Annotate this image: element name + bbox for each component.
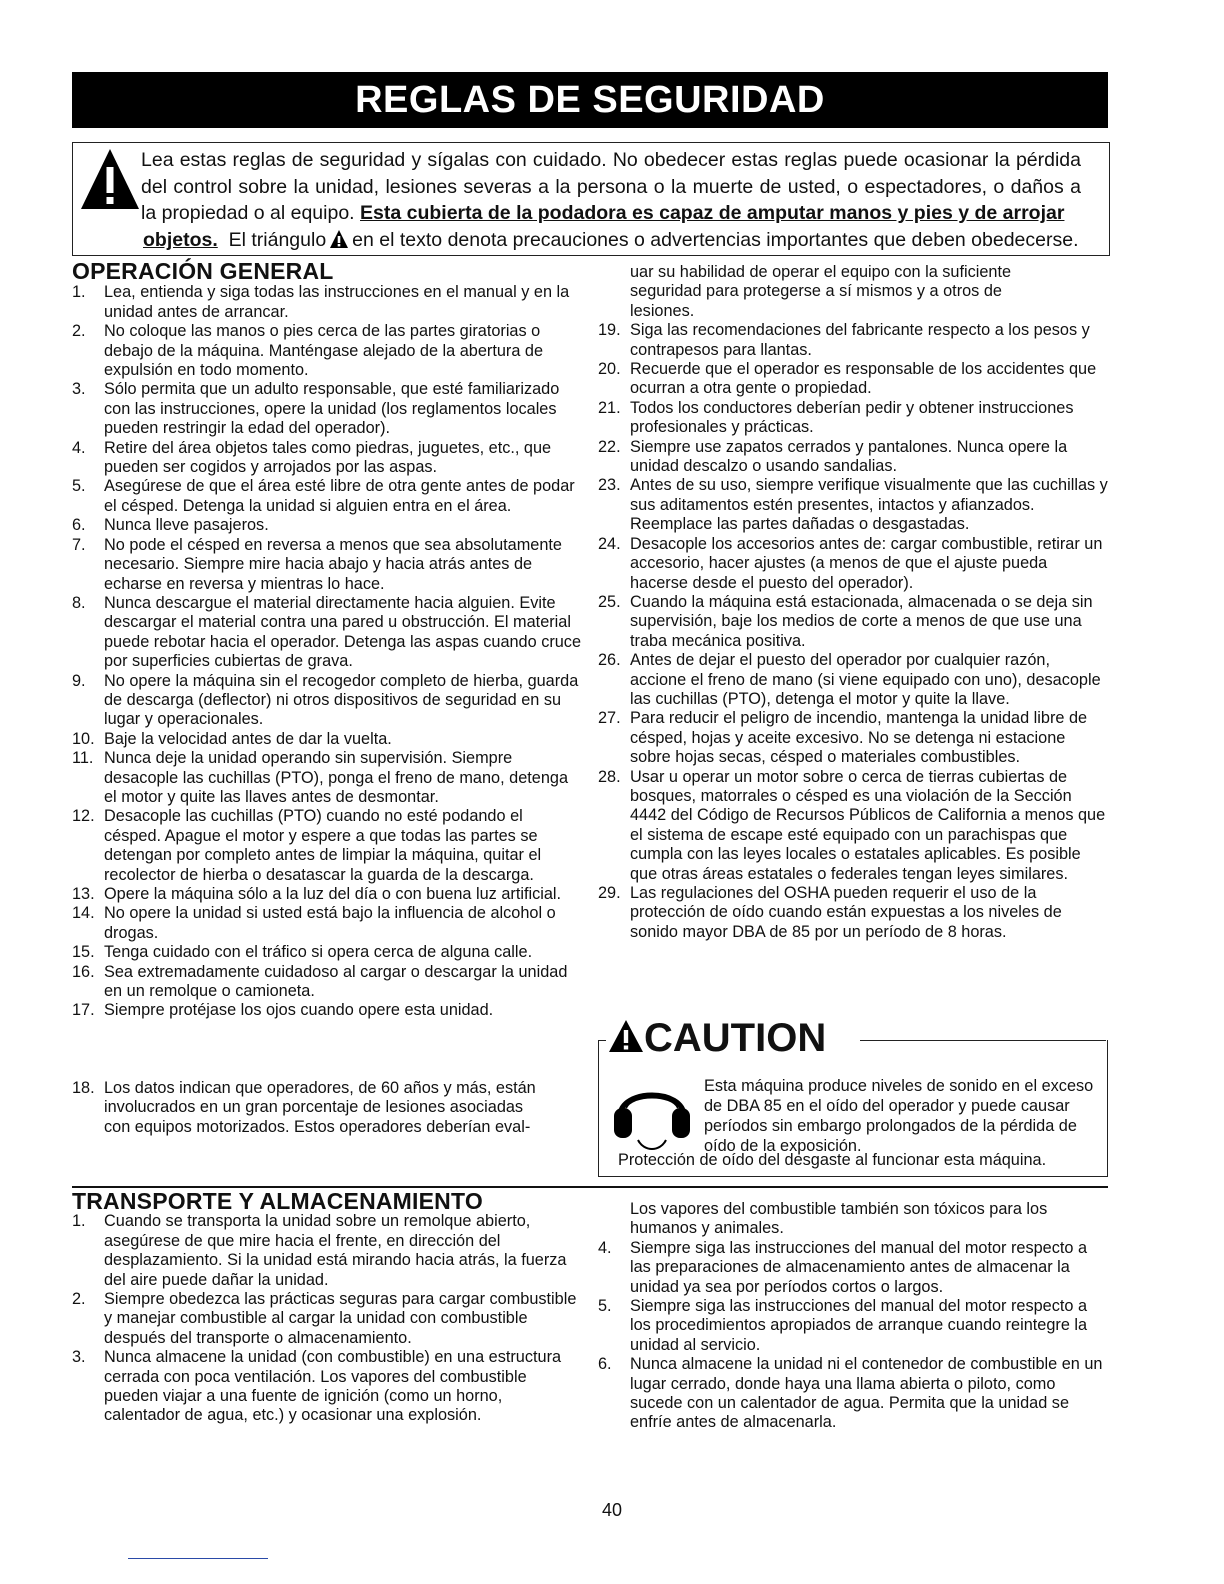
list-item: 8. Nunca descargue el material directamente hacia alguien. Evite descargar el material contra una pared u obstrucción. El material puede rebotar hacia el operador. Detenga las aspas cuando cruce por superficies cubiertas de grava. xyxy=(72,593,582,671)
transport-item-3-continuation: Los vapores del combustible también son tóxicos para los humanos y animales. xyxy=(630,1200,1048,1238)
list-item: 13. Opere la máquina sólo a la luz del día o con buena luz artificial. xyxy=(72,885,562,903)
transport-left-column xyxy=(72,1188,582,1426)
ear-protection-icon xyxy=(610,1078,694,1159)
list-item: 4. Retire del área objetos tales como piedras, juguetes, etc., que pueden ser cogidos y arrojados por las aspas. xyxy=(72,438,552,477)
intro-text xyxy=(141,147,1081,227)
general-list-right xyxy=(598,321,1108,942)
page-title-banner xyxy=(72,72,1108,128)
item-18-part-2: involucrados en un gran porcentaje de lesiones asociadas xyxy=(104,1098,524,1117)
list-item: 12. Desacople las cuchillas (PTO) cuando no esté podando el césped. Apague el motor y espere a que todas las partes se detengan por completo antes de limpiar la máquina, quitar el recolector de hierba o desatascar la guarda de la descarga. xyxy=(72,807,542,884)
page-title: REGLAS DE SEGURIDAD xyxy=(355,79,825,121)
list-item: 17. Siempre protéjase los ojos cuando opere esta unidad. xyxy=(72,1001,494,1020)
list-item: 28. Usar u operar un motor sobre o cerca de tierras cubiertas de bosques, matorrales o césped es una violación de la Sección 4442 del Código de Recursos Públicos de California a menos que el sistema de escape esté equipado con un parachispas que cumpla con las leyes locales o estatales aplicables. Es posible que otras áreas estatales o federales tengan leyes similares. xyxy=(598,767,1106,883)
list-item: 20. Recuerde que el operador es responsable de los accidentes que ocurran a otra gente o propiedad. xyxy=(598,360,1097,398)
caution-frame-top-right xyxy=(860,1040,1106,1041)
transport-right-column xyxy=(598,1200,1108,1433)
list-item: 23. Antes de su uso, siempre verifique visualmente que las cuchillas y sus aditamentos estén presentes, intactos y afianzados. Reemplace las partes dañadas o desgastadas. xyxy=(598,476,1108,534)
list-item: 26. Antes de dejar el puesto del operador por cualquier razón, accione el freno de mano (si viene equipado con uno), desacople las cuchillas (PTO), detenga el motor y quite la llave. xyxy=(598,651,1101,708)
intro-last-line xyxy=(81,227,1079,257)
footer-line xyxy=(128,1558,268,1559)
general-left-column xyxy=(72,258,582,1021)
list-item: 6. Nunca almacene la unidad ni el contenedor de combustible en un lugar cerrado, donde haya una llama abierta o piloto, como sucede con un calentador de agua. Permita que la unidad se enfríe antes de almacenarla. xyxy=(598,1355,1103,1432)
list-item: 2. No coloque las manos o pies cerca de las partes giratorias o debajo de la máquina. Manténgase alejado de la abertura de expulsión en todo momento. xyxy=(72,322,544,380)
general-right-column xyxy=(598,263,1108,942)
item-18-continuation: uar su habilidad de operar el equipo con la suficiente seguridad para protegerse a sí mismos y a otros de lesiones. xyxy=(630,263,1012,320)
list-item: 3. Nunca almacene la unidad (con combustible) en una estructura cerrada con poca ventilación. Los vapores del combustible pueden viajar a una fuente de ignición (como un horno, calentador de agua, etc.) y ocasionar una explosión. xyxy=(72,1348,562,1425)
warning-triangle-icon xyxy=(79,147,141,216)
list-item: 10. Baje la velocidad antes de dar la vuelta. xyxy=(72,729,392,748)
list-item: 22. Siempre use zapatos cerrados y pantalones. Nunca opere la unidad descalzo o usando sandalias. xyxy=(598,437,1068,476)
general-heading: OPERACIÓN GENERAL xyxy=(72,258,334,284)
general-item-18-start xyxy=(72,1079,582,1137)
caution-title: CAUTION xyxy=(608,1014,826,1062)
list-item: 2. Siempre obedezca las prácticas seguras para cargar combustible y manejar combustible al cargar la unidad con combustible después del transporte o almacenamiento. xyxy=(72,1290,577,1347)
item-18-part-3: con equipos motorizados. Estos operadores deberían eval- xyxy=(104,1117,531,1136)
list-item: 27. Para reducir el peligro de incendio, mantenga la unidad libre de césped, hojas y aceite excesivo. No se detenga ni estacione sobre hojas secas, césped o materiales combustibles. xyxy=(598,709,1088,767)
page-number: 40 xyxy=(601,1500,623,1520)
list-item: 4. Siempre siga las instrucciones del manual del motor respecto a las preparaciones de almacenamiento antes de almacenar la unidad ya sea por períodos cortos o largos. xyxy=(598,1238,1088,1296)
list-item: 29. Las regulaciones del OSHA pueden requerir el uso de la protección de oído cuando están expuestas a los niveles de sonido mayor DBA de 85 por un período de 8 horas. xyxy=(598,884,1062,941)
caution-text: Esta máquina produce niveles de sonido en el exceso de DBA 85 en el oído del operador y puede causar períodos sin embargo prolongados de la pérdida de oído de la exposición. xyxy=(704,1077,1094,1155)
list-item: 25. Cuando la máquina está estacionada, almacenada o se deja sin supervisión, baje los medios de corte a menos de que use una traba mecánica positiva. xyxy=(598,592,1093,650)
small-warning-triangle-icon xyxy=(329,229,349,257)
caution-triangle-icon xyxy=(608,1019,644,1053)
intro-text-c: en el texto denota precauciones o advertencias importantes que deben obedecerse. xyxy=(352,229,1079,251)
intro-bold-a: Esta cubierta de la podadora es capaz de amputar manos y pies y de arrojar xyxy=(360,202,1065,224)
list-item: 1. Lea, entienda y siga todas las instrucciones en el manual y en la unidad antes de arrancar. xyxy=(72,283,570,321)
list-item: 3. Sólo permita que un adulto responsable, que esté familiarizado con las instrucciones, opere la unidad (los reglamentos locales pueden restringir la edad del operador). xyxy=(72,380,560,438)
intro-bold-b: objetos. xyxy=(143,229,218,251)
list-item: 19. Siga las recomendaciones del fabricante respecto a los pesos y contrapesos para llantas. xyxy=(598,321,1090,359)
transport-list-left xyxy=(72,1212,582,1425)
list-item: 15. Tenga cuidado con el tráfico si opera cerca de alguna calle. xyxy=(72,943,533,962)
list-item xyxy=(72,1079,582,1137)
list-item: 14. No opere la unidad si usted está bajo la influencia de alcohol o drogas. xyxy=(72,904,556,942)
caution-bottom-text: Protección de oído del desgaste al funcionar esta máquina. xyxy=(618,1151,1047,1169)
list-item: 16. Sea extremadamente cuidadoso al cargar o descargar la unidad en un remolque o camioneta. xyxy=(72,962,568,1001)
general-list-left xyxy=(72,283,582,1020)
transport-heading: TRANSPORTE Y ALMACENAMIENTO xyxy=(72,1188,483,1214)
caution-frame-top-left xyxy=(598,1040,606,1041)
list-item: 21. Todos los conductores deberían pedir y obtener instrucciones profesionales y prácticas. xyxy=(598,398,1074,437)
list-item: 11. Nunca deje la unidad operando sin supervisión. Siempre desacople las cuchillas (PTO), ponga el freno de mano, detenga el motor y quite las llaves antes de desmontar. xyxy=(72,749,568,806)
list-item: 6. Nunca lleve pasajeros. xyxy=(72,516,269,535)
list-item: 7. No pode el césped en reversa a menos que sea absolutamente necesario. Siempre mire hacia abajo y hacia atrás antes de echarse en reversa y mientras lo hace. xyxy=(72,535,562,593)
list-item: 24. Desacople los accesorios antes de: cargar combustible, retirar un accesorio, hacer ajustes (a menos de que el ajuste pueda hacerse desde el puesto del operador). xyxy=(598,534,1103,592)
caution-box xyxy=(598,1018,1108,1178)
transport-list-right xyxy=(598,1239,1108,1433)
list-item: 1. Cuando se transporta la unidad sobre un remolque abierto, asegúrese de que mire hacia el frente, en dirección del desplazamiento. Si la unidad está mirando hacia atrás, la fuerza del aire puede dañar la unidad. xyxy=(72,1212,567,1289)
item-18-part-1: Los datos indican que operadores, de 60 años y más, están xyxy=(104,1079,536,1097)
list-item: 5. Asegúrese de que el área esté libre de otra gente antes de podar el césped. Detenga la unidad si alguien entra en el área. xyxy=(72,477,575,515)
list-item: 5. Siempre siga las instrucciones del manual del motor respecto a los procedimientos apropiados de arranque cuando reintegre la unidad al servicio. xyxy=(598,1297,1088,1354)
intro-warning-box xyxy=(72,142,1110,256)
intro-text-a: Lea estas reglas de seguridad y sígalas con cuidado. No obedecer estas reglas puede ocasionar la pérdida del control sobre la unidad, lesiones severas a la persona o la muerte de usted, o espectadores, o daños a la propiedad o al equipo. xyxy=(141,149,1081,224)
intro-text-b: El triángulo xyxy=(228,229,327,251)
list-item: 9. No opere la máquina sin el recogedor completo de hierba, guarda de descarga (deflector) ni otros dispositivos de seguridad en su lugar y operacionales. xyxy=(72,671,579,729)
item-number: 18. xyxy=(72,1079,95,1097)
